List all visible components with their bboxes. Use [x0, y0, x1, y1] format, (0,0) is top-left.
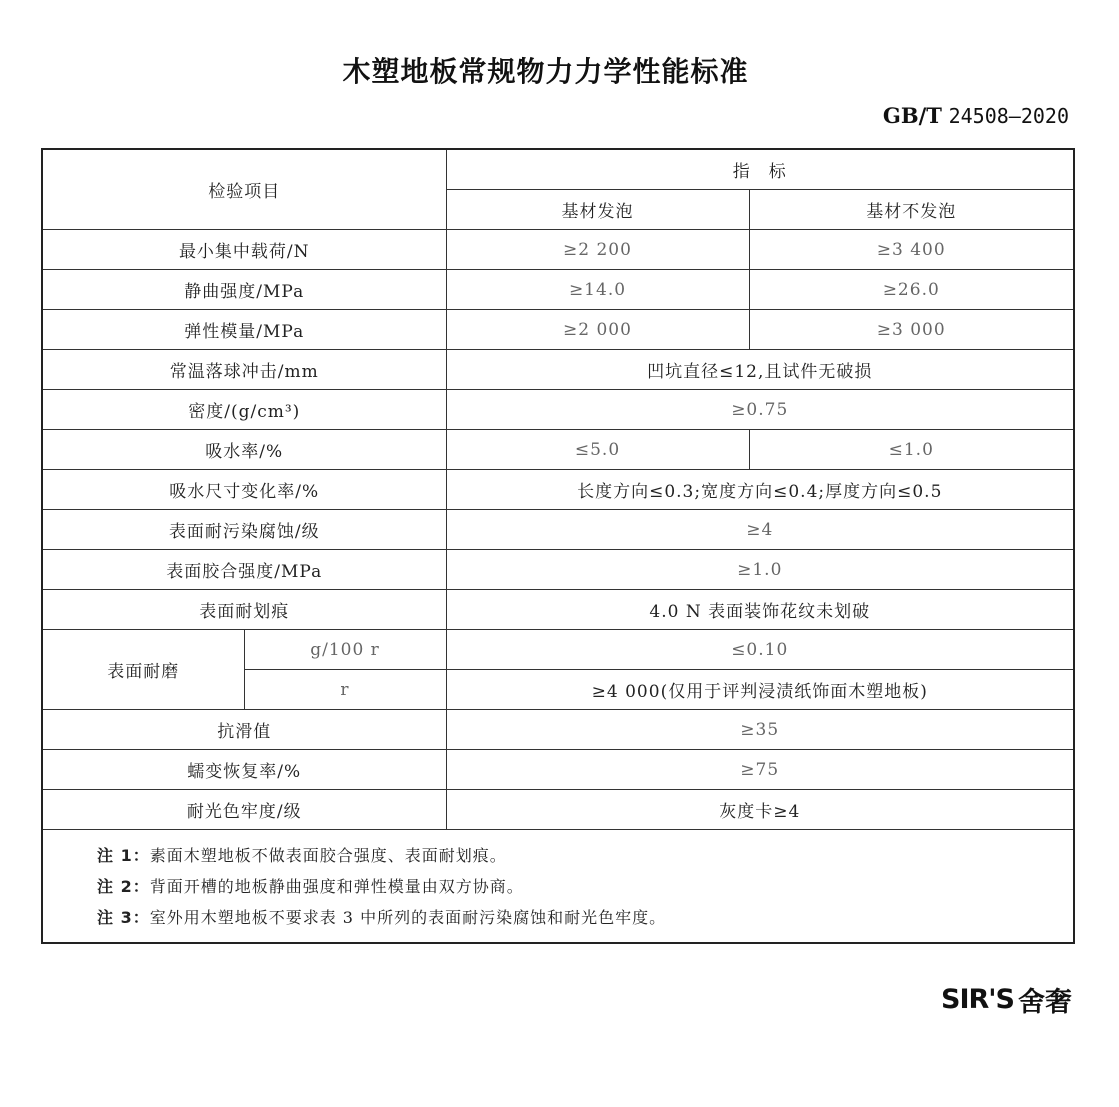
abrasion-unit: g/100 r [244, 630, 446, 670]
brand-logo [941, 980, 1072, 1019]
note-label: 注 1： [97, 845, 150, 865]
table-row [42, 350, 1074, 390]
row-value-merged: ≥35 [446, 710, 1074, 750]
row-value-merged: ≥4 [446, 510, 1074, 550]
row-item: 吸水尺寸变化率/% [42, 470, 446, 510]
table-row [42, 310, 1074, 350]
standard-year: 24508—2020 [948, 104, 1069, 128]
row-value-unfoamed: ≥26.0 [749, 270, 1074, 310]
row-item: 表面耐划痕 [42, 590, 446, 630]
table-header-row [42, 149, 1074, 190]
header-item: 检验项目 [42, 149, 446, 230]
note-text: 背面开槽的地板静曲强度和弹性模量由双方协商。 [149, 876, 524, 896]
table-row [42, 710, 1074, 750]
note-text: 素面木塑地板不做表面胶合强度、表面耐划痕。 [149, 845, 507, 865]
row-item: 密度/(g/cm³) [42, 390, 446, 430]
row-value-foamed: ≥14.0 [446, 270, 749, 310]
row-value-foamed: ≤5.0 [446, 430, 749, 470]
standard-code: GB/T [882, 103, 942, 128]
table-row [42, 590, 1074, 630]
row-value-merged: 凹坑直径≤12,且试件无破损 [446, 350, 1074, 390]
abrasion-value: ≤0.10 [446, 630, 1074, 670]
row-item: 弹性模量/MPa [42, 310, 446, 350]
table-row [42, 430, 1074, 470]
note-label: 注 2： [97, 876, 150, 896]
note-label: 注 3： [97, 907, 150, 927]
table-row [42, 270, 1074, 310]
row-value-unfoamed: ≤1.0 [749, 430, 1074, 470]
header-foamed: 基材发泡 [446, 190, 749, 230]
row-value-merged: 长度方向≤0.3;宽度方向≤0.4;厚度方向≤0.5 [446, 470, 1074, 510]
row-value-merged: 4.0 N 表面装饰花纹未划破 [446, 590, 1074, 630]
row-value-foamed: ≥2 200 [446, 230, 749, 270]
table-row [42, 390, 1074, 430]
note-2 [97, 871, 1073, 902]
row-item: 蠕变恢复率/% [42, 750, 446, 790]
row-value-merged: ≥0.75 [446, 390, 1074, 430]
abrasion-item: 表面耐磨 [42, 630, 244, 710]
performance-table [41, 148, 1075, 944]
row-value-unfoamed: ≥3 000 [749, 310, 1074, 350]
notes-cell [42, 830, 1074, 944]
table-row [42, 790, 1074, 830]
table-row [42, 510, 1074, 550]
abrasion-unit: r [244, 670, 446, 710]
row-item: 抗滑值 [42, 710, 446, 750]
row-value-merged: 灰度卡≥4 [446, 790, 1074, 830]
row-item: 耐光色牢度/级 [42, 790, 446, 830]
table-row [42, 750, 1074, 790]
brand-logo-cn: 舍奢 [1018, 987, 1072, 1018]
row-item: 静曲强度/MPa [42, 270, 446, 310]
row-value-foamed: ≥2 000 [446, 310, 749, 350]
header-unfoamed: 基材不发泡 [749, 190, 1074, 230]
note-3 [97, 902, 1073, 933]
note-1 [97, 840, 1073, 871]
table-row [42, 550, 1074, 590]
abrasion-value: ≥4 000(仅用于评判浸渍纸饰面木塑地板) [446, 670, 1074, 710]
header-indicator: 指 标 [446, 149, 1074, 190]
row-item: 常温落球冲击/mm [42, 350, 446, 390]
table-row-abrasion [42, 630, 1074, 670]
note-text: 室外用木塑地板不要求表 3 中所列的表面耐污染腐蚀和耐光色牢度。 [149, 907, 667, 927]
row-item: 表面耐污染腐蚀/级 [42, 510, 446, 550]
table-row [42, 470, 1074, 510]
brand-logo-en: SIR'S [941, 984, 1014, 1015]
standard-number [883, 103, 1069, 128]
row-value-merged: ≥75 [446, 750, 1074, 790]
row-value-unfoamed: ≥3 400 [749, 230, 1074, 270]
table-row [42, 230, 1074, 270]
row-item: 表面胶合强度/MPa [42, 550, 446, 590]
notes-row [42, 830, 1074, 944]
page-title: 木塑地板常规物力力学性能标准 [342, 55, 749, 88]
row-value-merged: ≥1.0 [446, 550, 1074, 590]
row-item: 最小集中载荷/N [42, 230, 446, 270]
row-item: 吸水率/% [42, 430, 446, 470]
